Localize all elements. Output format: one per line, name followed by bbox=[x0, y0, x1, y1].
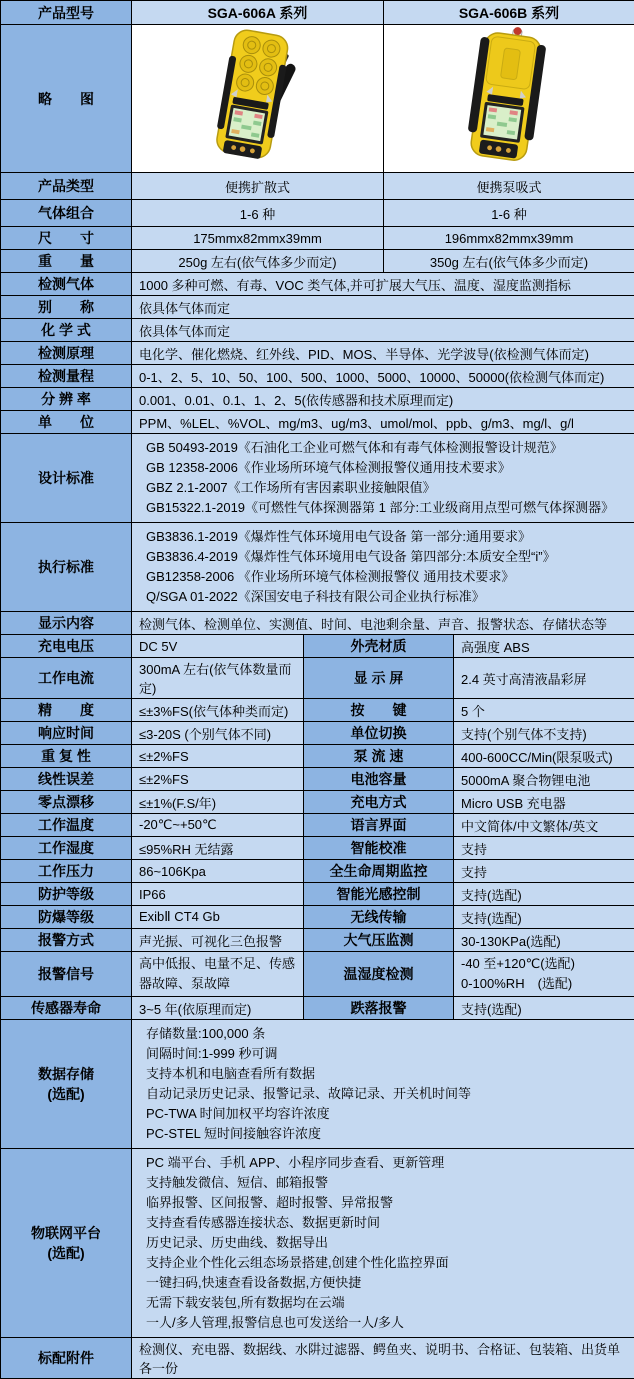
iot-platform-line: PC 端平台、手机 APP、小程序同步查看、更新管理 bbox=[139, 1153, 627, 1173]
iot-platform-label: 物联网平台 bbox=[3, 1223, 129, 1243]
value-detected-gases: 1000 多种可燃、有毒、VOC 类气体,并可扩展大气压、温度、湿度监测指标 bbox=[132, 273, 634, 296]
row-label-protection-rating: 防护等级 bbox=[1, 883, 132, 906]
value-battery-capacity: 5000mA 聚合物锂电池 bbox=[454, 768, 634, 791]
row-label-iot-platform bbox=[1, 1149, 132, 1338]
table-row bbox=[1, 1338, 634, 1379]
exec-standard-line: GB3836.1-2019《爆炸性气体环境用电气设备 第一部分:通用要求》 bbox=[139, 527, 627, 547]
value-display-content: 检测气体、检测单位、实测值、时间、电池剩余量、声音、报警状态、存储状态等 bbox=[132, 612, 634, 635]
value-light-sensor-control: 支持(选配) bbox=[454, 883, 634, 906]
value-wireless-transmission: 支持(选配) bbox=[454, 906, 634, 929]
row-label-shell-material: 外壳材质 bbox=[304, 635, 454, 658]
table-row bbox=[1, 952, 634, 997]
table-row bbox=[1, 768, 634, 791]
data-storage-line: PC-TWA 时间加权平均容许浓度 bbox=[139, 1104, 627, 1124]
iot-platform-line: 历史记录、历史曲线、数据导出 bbox=[139, 1233, 627, 1253]
value-shell-material: 高强度 ABS bbox=[454, 635, 634, 658]
row-label-resolution: 分 辨 率 bbox=[1, 388, 132, 411]
row-label-alarm-mode: 报警方式 bbox=[1, 929, 132, 952]
data-storage-line: 自动记录历史记录、报警记录、故障记录、开关机时间等 bbox=[139, 1084, 627, 1104]
value-buttons: 5 个 bbox=[454, 699, 634, 722]
table-row bbox=[1, 273, 634, 296]
design-standard-line: GB 50493-2019《石油化工企业可燃气体和有毒气体检测报警设计规范》 bbox=[139, 438, 627, 458]
value-alarm-mode: 声光振、可视化三色报警 bbox=[132, 929, 304, 952]
value-gas-combination-b: 1-6 种 bbox=[384, 200, 634, 227]
header-series-b: SGA-606B 系列 bbox=[384, 1, 634, 25]
value-gas-combination-a: 1-6 种 bbox=[132, 200, 384, 227]
table-row bbox=[1, 837, 634, 860]
design-standard-line: GB 12358-2006《作业场所环境气体检测报警仪通用技术要求》 bbox=[139, 458, 627, 478]
temp-humidity-line: 0-100%RH (选配) bbox=[461, 974, 627, 994]
table-row bbox=[1, 365, 634, 388]
row-label-language: 语言界面 bbox=[304, 814, 454, 837]
value-iot-platform bbox=[132, 1149, 634, 1338]
table-row bbox=[1, 791, 634, 814]
row-label-barometric-monitoring: 大气压监测 bbox=[304, 929, 454, 952]
row-label-buttons: 按 键 bbox=[304, 699, 454, 722]
data-storage-line: 支持本机和电脑查看所有数据 bbox=[139, 1064, 627, 1084]
value-weight-a: 250g 左右(依气体多少而定) bbox=[132, 250, 384, 273]
value-exec-standards bbox=[132, 523, 634, 612]
value-working-pressure: 86~106Kpa bbox=[132, 860, 304, 883]
value-linearity-error: ≤±2%FS bbox=[132, 768, 304, 791]
row-label-temp-humidity-detection: 温湿度检测 bbox=[304, 952, 454, 997]
iot-platform-optional: (选配) bbox=[3, 1243, 129, 1263]
value-response-time: ≤3-20S (个别气体不同) bbox=[132, 722, 304, 745]
row-label-working-pressure: 工作压力 bbox=[1, 860, 132, 883]
table-row-iot-platform bbox=[1, 1149, 634, 1338]
value-chemical-formula: 依具体气体而定 bbox=[132, 319, 634, 342]
row-label-drop-alarm: 跌落报警 bbox=[304, 997, 454, 1020]
table-row bbox=[1, 250, 634, 273]
table-row bbox=[1, 173, 634, 200]
iot-platform-line: 支持查看传感器连接状态、数据更新时间 bbox=[139, 1213, 627, 1233]
row-label-sketch: 略 图 bbox=[1, 25, 132, 173]
data-storage-line: 间隔时间:1-999 秒可调 bbox=[139, 1044, 627, 1064]
value-product-type-b: 便携泵吸式 bbox=[384, 173, 634, 200]
table-row bbox=[1, 411, 634, 434]
table-row bbox=[1, 342, 634, 365]
row-label-working-current: 工作电流 bbox=[1, 658, 132, 699]
row-label-explosion-proof-rating: 防爆等级 bbox=[1, 906, 132, 929]
value-standard-accessories: 检测仪、充电器、数据线、水阱过滤器、鳄鱼夹、说明书、合格证、包装箱、出货单各一份 bbox=[132, 1338, 634, 1379]
value-dimensions-a: 175mmx82mmx39mm bbox=[132, 227, 384, 250]
iot-platform-line: 临界报警、区间报警、超时报警、异常报警 bbox=[139, 1193, 627, 1213]
table-row bbox=[1, 1, 634, 25]
row-label-battery-capacity: 电池容量 bbox=[304, 768, 454, 791]
value-language: 中文简体/中文繁体/英文 bbox=[454, 814, 634, 837]
row-label-product-type: 产品类型 bbox=[1, 173, 132, 200]
row-label-exec-standards: 执行标准 bbox=[1, 523, 132, 612]
design-standard-line: GBZ 2.1-2007《工作场所有害因素职业接触限值》 bbox=[139, 478, 627, 498]
row-label-pump-flow: 泵 流 速 bbox=[304, 745, 454, 768]
row-label-units: 单 位 bbox=[1, 411, 132, 434]
table-row bbox=[1, 227, 634, 250]
row-label-display-screen: 显 示 屏 bbox=[304, 658, 454, 699]
value-dimensions-b: 196mmx82mmx39mm bbox=[384, 227, 634, 250]
value-resolution: 0.001、0.01、0.1、1、2、5(依传感器和技术原理而定) bbox=[132, 388, 634, 411]
row-label-sensor-lifespan: 传感器寿命 bbox=[1, 997, 132, 1020]
row-label-response-time: 响应时间 bbox=[1, 722, 132, 745]
row-label-standard-accessories: 标配附件 bbox=[1, 1338, 132, 1379]
row-label-display-content: 显示内容 bbox=[1, 612, 132, 635]
row-label-charge-voltage: 充电电压 bbox=[1, 635, 132, 658]
row-label-data-storage bbox=[1, 1020, 132, 1149]
value-working-temperature: -20℃~+50℃ bbox=[132, 814, 304, 837]
row-label-chemical-formula: 化 学 式 bbox=[1, 319, 132, 342]
value-detection-principle: 电化学、催化燃烧、红外线、PID、MOS、半导体、光学波导(依检测气体而定) bbox=[132, 342, 634, 365]
data-storage-optional: (选配) bbox=[3, 1084, 129, 1104]
row-label-linearity-error: 线性误差 bbox=[1, 768, 132, 791]
value-barometric-monitoring: 30-130KPa(选配) bbox=[454, 929, 634, 952]
exec-standard-line: GB12358-2006 《作业场所环境气体检测报警仪 通用技术要求》 bbox=[139, 567, 627, 587]
table-row bbox=[1, 883, 634, 906]
table-row bbox=[1, 612, 634, 635]
row-label-charge-method: 充电方式 bbox=[304, 791, 454, 814]
value-zero-drift: ≤±1%(F.S/年) bbox=[132, 791, 304, 814]
data-storage-line: PC-STEL 短时间接触容许浓度 bbox=[139, 1124, 627, 1144]
row-label-detection-principle: 检测原理 bbox=[1, 342, 132, 365]
value-design-standards bbox=[132, 434, 634, 523]
value-alarm-signals: 高中低报、电量不足、传感器故障、泵故障 bbox=[132, 952, 304, 997]
table-row bbox=[1, 388, 634, 411]
value-product-type-a: 便携扩散式 bbox=[132, 173, 384, 200]
value-working-current: 300mA 左右(依气体数量而定) bbox=[132, 658, 304, 699]
table-row bbox=[1, 929, 634, 952]
sga-606a-device-image bbox=[173, 27, 343, 165]
row-label-design-standards: 设计标准 bbox=[1, 434, 132, 523]
value-lifecycle-monitoring: 支持 bbox=[454, 860, 634, 883]
value-data-storage bbox=[132, 1020, 634, 1149]
row-label-wireless-transmission: 无线传输 bbox=[304, 906, 454, 929]
row-label-weight: 重 量 bbox=[1, 250, 132, 273]
row-label-gas-combination: 气体组合 bbox=[1, 200, 132, 227]
value-temp-humidity-detection bbox=[454, 952, 634, 997]
row-label-detected-gases: 检测气体 bbox=[1, 273, 132, 296]
table-row bbox=[1, 635, 634, 658]
value-accuracy: ≤±3%FS(依气体种类而定) bbox=[132, 699, 304, 722]
table-row bbox=[1, 997, 634, 1020]
value-repeatability: ≤±2%FS bbox=[132, 745, 304, 768]
data-storage-line: 存储数量:100,000 条 bbox=[139, 1024, 627, 1044]
table-row bbox=[1, 814, 634, 837]
row-label-detection-range: 检测量程 bbox=[1, 365, 132, 388]
table-row bbox=[1, 296, 634, 319]
value-smart-calibration: 支持 bbox=[454, 837, 634, 860]
table-row-data-storage bbox=[1, 1020, 634, 1149]
row-label-light-sensor-control: 智能光感控制 bbox=[304, 883, 454, 906]
table-row bbox=[1, 906, 634, 929]
row-label-product-model: 产品型号 bbox=[1, 1, 132, 25]
exec-standard-line: GB3836.4-2019《爆炸性气体环境用电气设备 第四部分:本质安全型“i”》 bbox=[139, 547, 627, 567]
row-label-lifecycle-monitoring: 全生命周期监控 bbox=[304, 860, 454, 883]
iot-platform-line: 支持触发微信、短信、邮箱报警 bbox=[139, 1173, 627, 1193]
header-series-a: SGA-606A 系列 bbox=[132, 1, 384, 25]
data-storage-label: 数据存储 bbox=[3, 1064, 129, 1084]
value-charge-method: Micro USB 充电器 bbox=[454, 791, 634, 814]
sketch-cell-b bbox=[384, 25, 634, 173]
iot-platform-line: 一键扫码,快速查看设备数据,方便快捷 bbox=[139, 1273, 627, 1293]
table-row bbox=[1, 860, 634, 883]
value-unit-switch: 支持(个别气体不支持) bbox=[454, 722, 634, 745]
table-row bbox=[1, 200, 634, 227]
value-drop-alarm: 支持(选配) bbox=[454, 997, 634, 1020]
iot-platform-line: 支持企业个性化云组态场景搭建,创建个性化监控界面 bbox=[139, 1253, 627, 1273]
sketch-cell-a bbox=[132, 25, 384, 173]
value-alias: 依具体气体而定 bbox=[132, 296, 634, 319]
table-row bbox=[1, 745, 634, 768]
row-label-working-temperature: 工作温度 bbox=[1, 814, 132, 837]
value-weight-b: 350g 左右(依气体多少而定) bbox=[384, 250, 634, 273]
value-display-screen: 2.4 英寸高清液晶彩屏 bbox=[454, 658, 634, 699]
row-label-zero-drift: 零点漂移 bbox=[1, 791, 132, 814]
design-standard-line: GB15322.1-2019《可燃性气体探测器第 1 部分:工业级商用点型可燃气体探测器》 bbox=[139, 498, 627, 518]
table-row bbox=[1, 319, 634, 342]
value-pump-flow: 400-600CC/Min(限泵吸式) bbox=[454, 745, 634, 768]
row-label-repeatability: 重 复 性 bbox=[1, 745, 132, 768]
table-row-sketch bbox=[1, 25, 634, 173]
value-sensor-lifespan: 3~5 年(依原理而定) bbox=[132, 997, 304, 1020]
iot-platform-line: 无需下载安装包,所有数据均在云端 bbox=[139, 1293, 627, 1313]
sga-606b-device-image bbox=[424, 27, 594, 165]
exec-standard-line: Q/SGA 01-2022《深国安电子科技有限公司企业执行标准》 bbox=[139, 587, 627, 607]
value-units: PPM、%LEL、%VOL、mg/m3、ug/m3、umol/mol、ppb、g/m3、mg/l、g/l bbox=[132, 411, 634, 434]
table-row-design-standards bbox=[1, 434, 634, 523]
value-detection-range: 0-1、2、5、10、50、100、500、1000、5000、10000、50000(依检测气体而定) bbox=[132, 365, 634, 388]
row-label-accuracy: 精 度 bbox=[1, 699, 132, 722]
table-row bbox=[1, 658, 634, 699]
row-label-working-humidity: 工作湿度 bbox=[1, 837, 132, 860]
row-label-alarm-signals: 报警信号 bbox=[1, 952, 132, 997]
row-label-unit-switch: 单位切换 bbox=[304, 722, 454, 745]
value-protection-rating: IP66 bbox=[132, 883, 304, 906]
iot-platform-line: 一人/多人管理,报警信息也可发送给一人/多人 bbox=[139, 1313, 627, 1333]
row-label-dimensions: 尺 寸 bbox=[1, 227, 132, 250]
value-working-humidity: ≤95%RH 无结露 bbox=[132, 837, 304, 860]
row-label-smart-calibration: 智能校准 bbox=[304, 837, 454, 860]
table-row bbox=[1, 699, 634, 722]
table-row bbox=[1, 722, 634, 745]
temp-humidity-line: -40 至+120℃(选配) bbox=[461, 954, 627, 974]
value-charge-voltage: DC 5V bbox=[132, 635, 304, 658]
row-label-alias: 别 称 bbox=[1, 296, 132, 319]
table-row-exec-standards bbox=[1, 523, 634, 612]
value-explosion-proof-rating: ExibⅡ CT4 Gb bbox=[132, 906, 304, 929]
